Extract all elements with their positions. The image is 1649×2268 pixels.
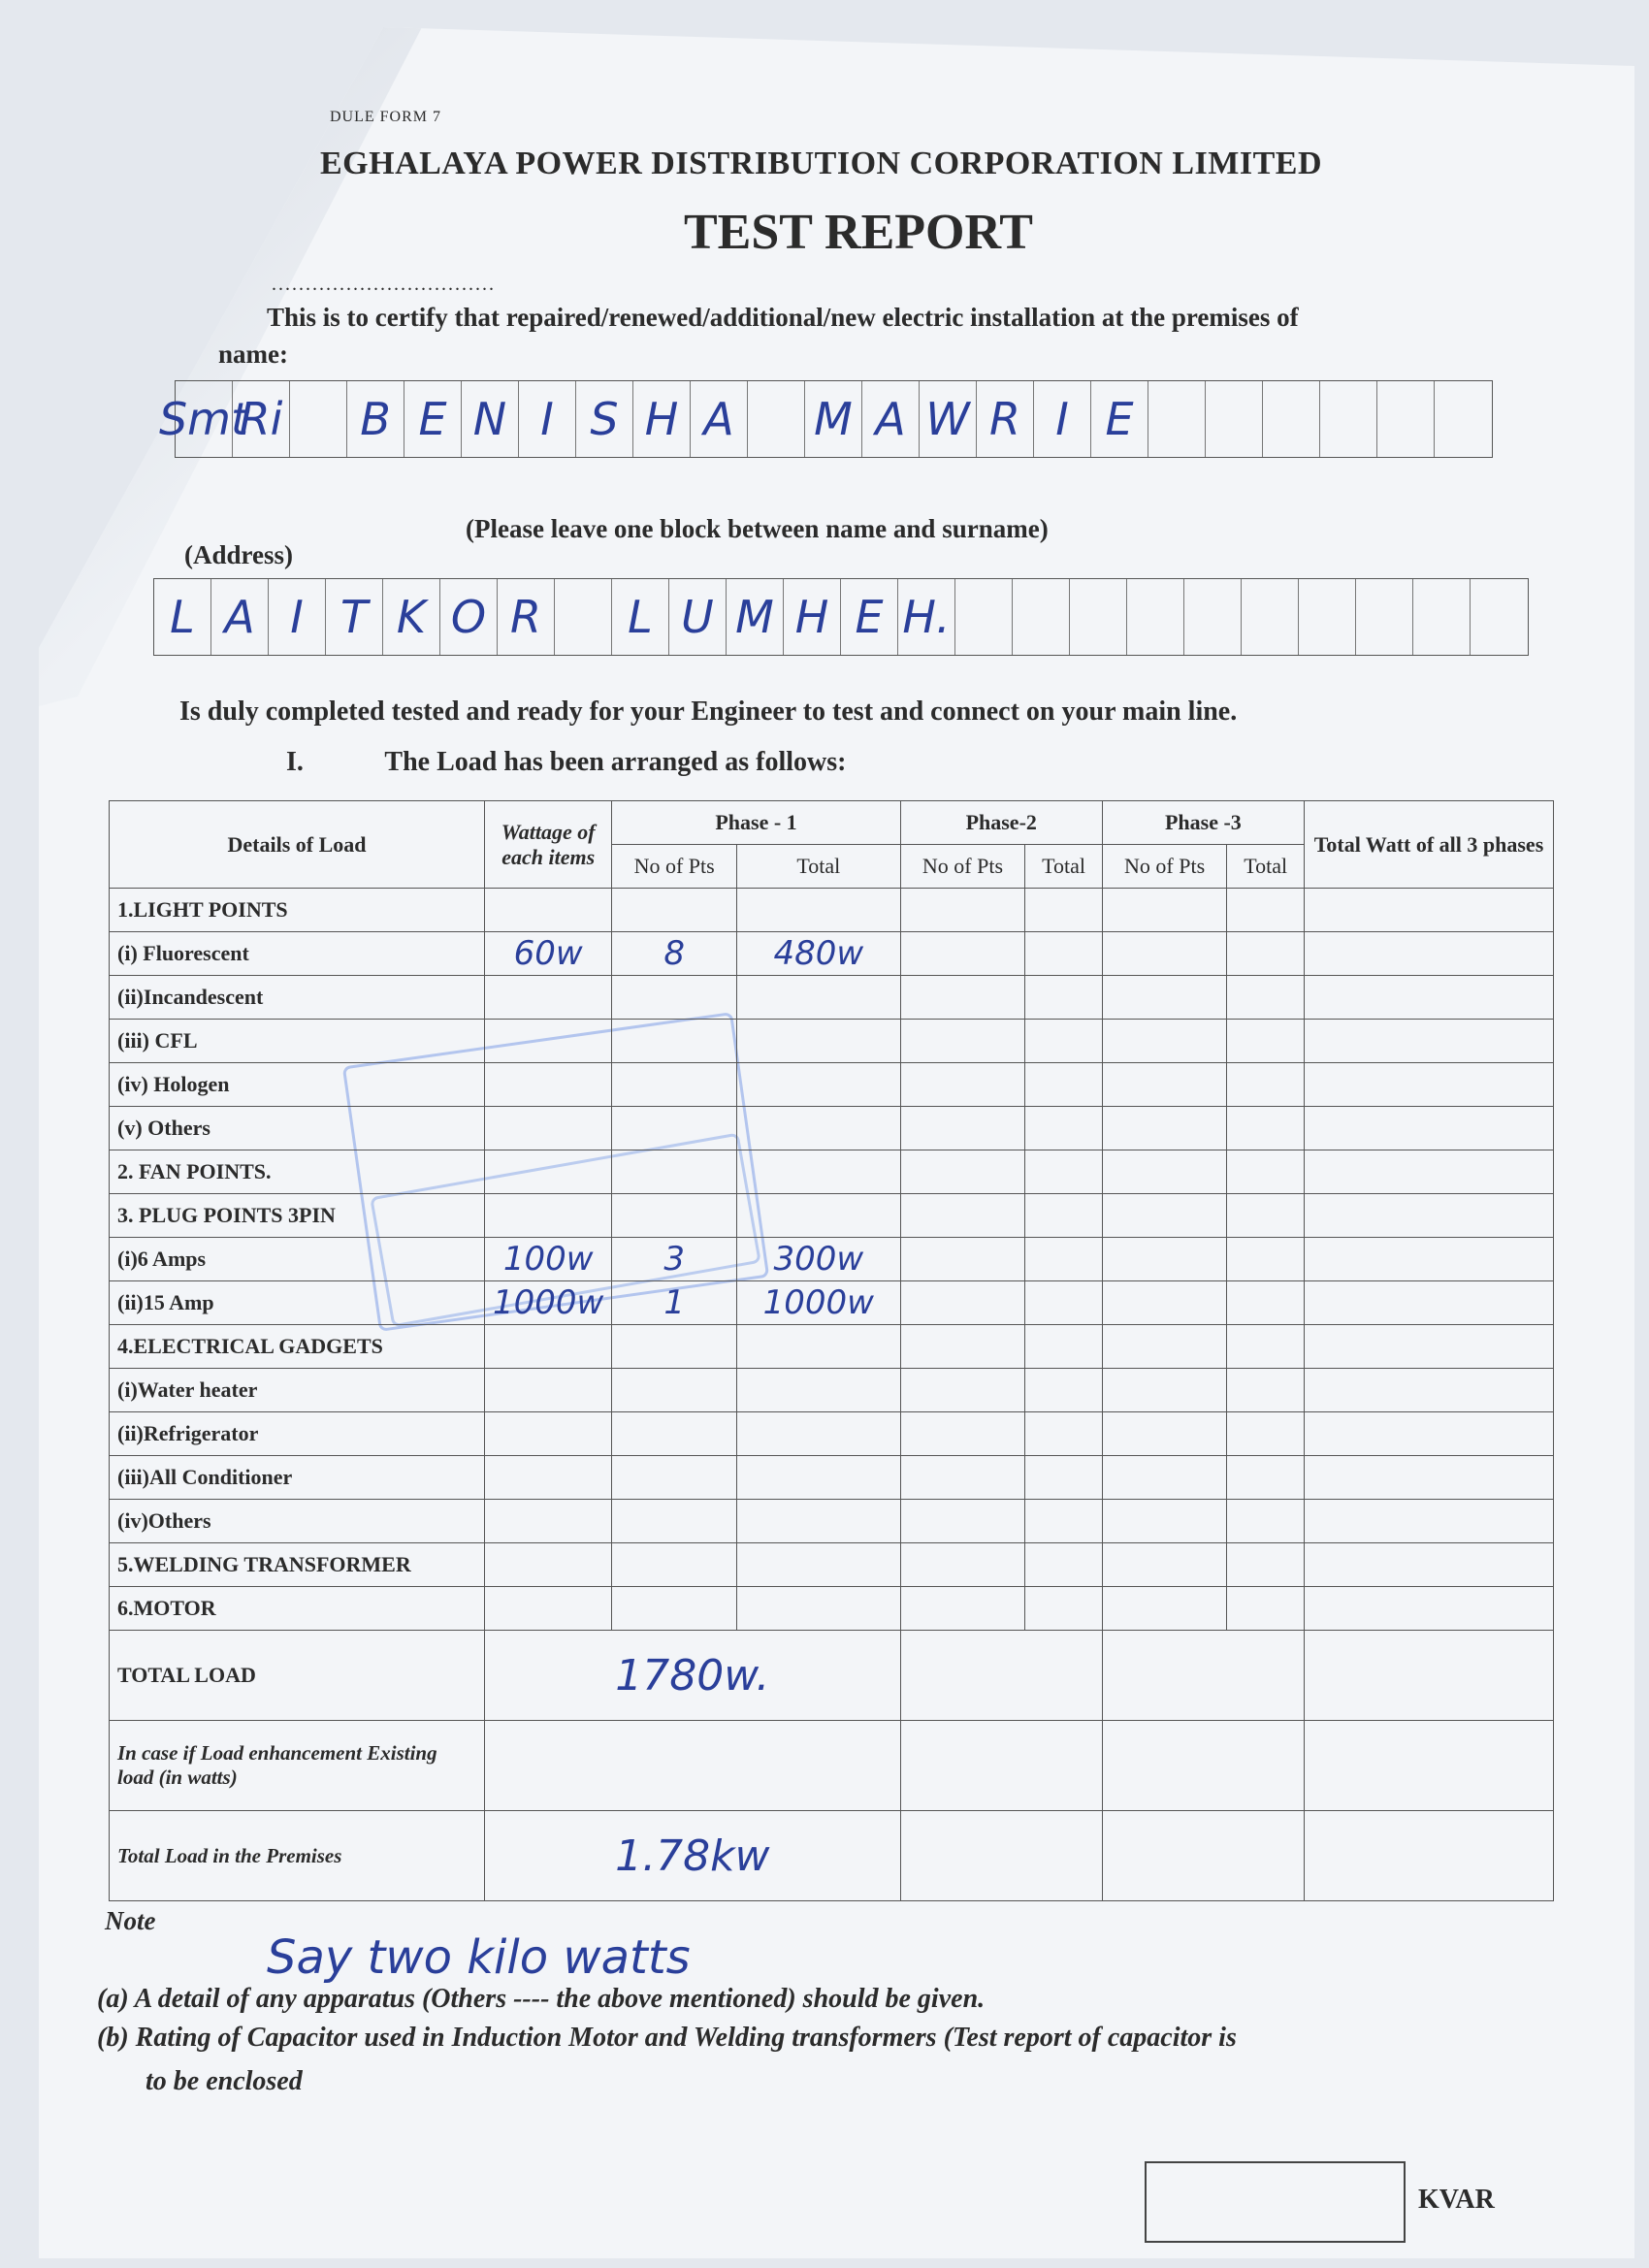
name-box-0[interactable]: Smt	[176, 381, 233, 457]
enhancement-label: In case if Load enhancement Existing load (in watts)	[110, 1721, 485, 1811]
handwritten-note: Say two kilo watts	[267, 1930, 691, 1985]
row-wattage[interactable]	[485, 1543, 612, 1587]
row-p3-pts[interactable]	[1102, 1412, 1227, 1456]
row-wattage[interactable]	[485, 976, 612, 1020]
row-label: 1.LIGHT POINTS	[110, 889, 485, 932]
row-total-all[interactable]	[1305, 1369, 1554, 1412]
name-box-8[interactable]: H	[633, 381, 691, 457]
row-total-all[interactable]	[1305, 1587, 1554, 1631]
load-row	[110, 1369, 1554, 1412]
row-p3-pts[interactable]	[1102, 1107, 1227, 1150]
p3-total: Total	[1227, 845, 1305, 889]
row-total-all[interactable]	[1305, 1238, 1554, 1281]
row-p1-pts[interactable]: 1	[612, 1281, 737, 1325]
row-p2-total[interactable]	[1025, 1456, 1103, 1500]
row-wattage[interactable]	[485, 1412, 612, 1456]
row-label: 6.MOTOR	[110, 1587, 485, 1631]
row-p3-pts[interactable]	[1102, 1238, 1227, 1281]
load-row	[110, 1063, 1554, 1107]
premises-p3	[1102, 1811, 1304, 1901]
row-p1-total[interactable]	[736, 1412, 900, 1456]
row-p2-pts[interactable]	[900, 1150, 1025, 1194]
row-p3-pts[interactable]	[1102, 1150, 1227, 1194]
row-p1-pts[interactable]	[612, 1543, 737, 1587]
row-label: 4.ELECTRICAL GADGETS	[110, 1325, 485, 1369]
row-total-all[interactable]	[1305, 1194, 1554, 1238]
address-box-3[interactable]: T	[326, 579, 383, 655]
row-p1-total[interactable]	[736, 1107, 900, 1150]
row-total-all[interactable]	[1305, 1456, 1554, 1500]
row-p1-pts[interactable]	[612, 1150, 737, 1194]
address-box-21[interactable]	[1356, 579, 1413, 655]
row-p1-pts[interactable]	[612, 1194, 737, 1238]
row-p2-total[interactable]	[1025, 1150, 1103, 1194]
row-p2-pts[interactable]	[900, 1456, 1025, 1500]
row-total-all[interactable]	[1305, 1412, 1554, 1456]
row-p2-total[interactable]	[1025, 1020, 1103, 1063]
address-box-14[interactable]	[955, 579, 1013, 655]
row-p1-pts[interactable]	[612, 1020, 737, 1063]
kvar-label: KVAR	[1418, 2185, 1495, 2215]
load-row	[110, 1500, 1554, 1543]
row-wattage[interactable]	[485, 1063, 612, 1107]
address-box-17[interactable]	[1127, 579, 1184, 655]
row-label: (ii)Incandescent	[110, 976, 485, 1020]
row-p1-pts[interactable]	[612, 1063, 737, 1107]
name-box-17[interactable]	[1148, 381, 1206, 457]
row-p1-pts[interactable]	[612, 1369, 737, 1412]
row-wattage[interactable]	[485, 1500, 612, 1543]
enhancement-all	[1305, 1721, 1554, 1811]
report-title: TEST REPORT	[684, 205, 1033, 260]
row-p2-total[interactable]	[1025, 1543, 1103, 1587]
row-p2-pts[interactable]	[900, 1020, 1025, 1063]
row-p3-total[interactable]	[1227, 1456, 1305, 1500]
name-box-2[interactable]	[290, 381, 347, 457]
row-p1-pts[interactable]	[612, 1412, 737, 1456]
row-p3-total[interactable]	[1227, 1150, 1305, 1194]
total-load-p3	[1102, 1631, 1304, 1721]
total-load-label: TOTAL LOAD	[110, 1631, 485, 1721]
row-p3-total[interactable]	[1227, 1543, 1305, 1587]
row-p1-total[interactable]	[736, 1587, 900, 1631]
name-box-15[interactable]: I	[1034, 381, 1091, 457]
row-p2-pts[interactable]	[900, 1063, 1025, 1107]
row-p3-pts[interactable]	[1102, 1194, 1227, 1238]
row-p2-total[interactable]	[1025, 1107, 1103, 1150]
certify-text: This is to certify that repaired/renewed/additional/new electric installation at the premises of	[267, 303, 1299, 332]
name-box-13[interactable]: W	[920, 381, 977, 457]
row-label: (v) Others	[110, 1107, 485, 1150]
row-total-all[interactable]	[1305, 1020, 1554, 1063]
row-total-all[interactable]	[1305, 1063, 1554, 1107]
row-p3-total[interactable]	[1227, 1281, 1305, 1325]
row-p3-pts[interactable]	[1102, 932, 1227, 976]
row-p1-total[interactable]	[736, 1150, 900, 1194]
address-boxes[interactable]	[153, 578, 1529, 656]
address-box-16[interactable]	[1070, 579, 1127, 655]
row-p2-pts[interactable]	[900, 1281, 1025, 1325]
name-box-11[interactable]: M	[805, 381, 862, 457]
load-row	[110, 1107, 1554, 1150]
row-total-all[interactable]	[1305, 889, 1554, 932]
row-wattage[interactable]	[485, 1369, 612, 1412]
col-wattage: Wattage of each items	[485, 801, 612, 889]
address-box-13[interactable]: H.	[898, 579, 955, 655]
kvar-input-box[interactable]	[1145, 2161, 1406, 2243]
row-label: 5.WELDING TRANSFORMER	[110, 1543, 485, 1587]
row-p2-total[interactable]	[1025, 889, 1103, 932]
row-p3-total[interactable]	[1227, 1063, 1305, 1107]
address-box-10[interactable]: M	[727, 579, 784, 655]
row-label: (i)6 Amps	[110, 1238, 485, 1281]
row-p3-total[interactable]	[1227, 1107, 1305, 1150]
row-label: (iii) CFL	[110, 1020, 485, 1063]
name-boxes[interactable]	[158, 380, 1493, 458]
name-hint: (Please leave one block between name and surname)	[466, 514, 1049, 543]
load-row	[110, 1020, 1554, 1063]
row-p1-total[interactable]	[736, 1500, 900, 1543]
row-p2-pts[interactable]	[900, 1238, 1025, 1281]
row-p2-total[interactable]	[1025, 1063, 1103, 1107]
load-heading	[286, 747, 846, 778]
row-wattage[interactable]	[485, 1020, 612, 1063]
row-p1-total[interactable]: 480w	[736, 932, 900, 976]
p3-pts: No of Pts	[1102, 845, 1227, 889]
col-details: Details of Load	[110, 801, 485, 889]
row-p3-pts[interactable]	[1102, 1456, 1227, 1500]
row-p3-pts[interactable]	[1102, 889, 1227, 932]
load-row	[110, 932, 1554, 976]
row-label: (i) Fluorescent	[110, 932, 485, 976]
load-row	[110, 1456, 1554, 1500]
row-p1-pts[interactable]	[612, 1107, 737, 1150]
row-label: (ii)Refrigerator	[110, 1412, 485, 1456]
row-p1-pts[interactable]: 3	[612, 1238, 737, 1281]
load-row	[110, 1194, 1554, 1238]
row-p2-pts[interactable]	[900, 1500, 1025, 1543]
row-p1-total[interactable]	[736, 1543, 900, 1587]
address-box-1[interactable]: A	[211, 579, 269, 655]
name-box-21[interactable]	[1377, 381, 1435, 457]
row-p3-pts[interactable]	[1102, 1020, 1227, 1063]
row-p2-pts[interactable]	[900, 976, 1025, 1020]
row-p3-pts[interactable]	[1102, 1543, 1227, 1587]
dotted-line: .................................	[272, 274, 496, 295]
name-box-9[interactable]: A	[691, 381, 748, 457]
premises-value[interactable]: 1.78kw	[485, 1811, 901, 1901]
row-wattage[interactable]	[485, 1587, 612, 1631]
name-box-5[interactable]: N	[462, 381, 519, 457]
load-heading-num: I.	[286, 747, 304, 777]
p2-total: Total	[1025, 845, 1103, 889]
enhancement-p3	[1102, 1721, 1304, 1811]
name-box-19[interactable]	[1263, 381, 1320, 457]
note-b: (b) Rating of Capacitor used in Induction Motor and Welding transformers (Test report of capacitor is	[97, 2023, 1237, 2053]
row-total-all[interactable]	[1305, 932, 1554, 976]
row-p3-total[interactable]	[1227, 976, 1305, 1020]
address-box-11[interactable]: H	[784, 579, 841, 655]
row-p1-total[interactable]	[736, 1369, 900, 1412]
name-box-6[interactable]: I	[519, 381, 576, 457]
row-p1-total[interactable]	[736, 889, 900, 932]
name-box-12[interactable]: A	[862, 381, 920, 457]
row-total-all[interactable]	[1305, 1543, 1554, 1587]
address-box-23[interactable]	[1471, 579, 1528, 655]
row-wattage[interactable]	[485, 1150, 612, 1194]
name-box-16[interactable]: E	[1091, 381, 1148, 457]
row-p1-total[interactable]	[736, 1325, 900, 1369]
p1-pts: No of Pts	[612, 845, 737, 889]
row-p1-pts[interactable]	[612, 1456, 737, 1500]
row-wattage[interactable]	[485, 889, 612, 932]
row-total-all[interactable]	[1305, 976, 1554, 1020]
row-p2-total[interactable]	[1025, 1325, 1103, 1369]
row-p3-total[interactable]	[1227, 1238, 1305, 1281]
row-p3-pts[interactable]	[1102, 1369, 1227, 1412]
row-total-all[interactable]	[1305, 1500, 1554, 1543]
row-p3-total[interactable]	[1227, 932, 1305, 976]
row-total-all[interactable]	[1305, 1150, 1554, 1194]
load-row	[110, 1412, 1554, 1456]
row-p2-pts[interactable]	[900, 1543, 1025, 1587]
row-p2-total[interactable]	[1025, 1500, 1103, 1543]
load-row	[110, 1281, 1554, 1325]
row-p1-pts[interactable]	[612, 976, 737, 1020]
row-wattage[interactable]	[485, 1194, 612, 1238]
row-p2-pts[interactable]	[900, 1587, 1025, 1631]
row-p2-pts[interactable]	[900, 1412, 1025, 1456]
form-number: DULE FORM 7	[330, 109, 442, 125]
p2-pts: No of Pts	[900, 845, 1025, 889]
row-p2-pts[interactable]	[900, 1194, 1025, 1238]
note-label: Note	[105, 1906, 156, 1935]
total-load-value[interactable]: 1780w.	[485, 1631, 901, 1721]
row-p3-total[interactable]	[1227, 889, 1305, 932]
row-p2-pts[interactable]	[900, 889, 1025, 932]
load-heading-text: The Load has been arranged as follows:	[384, 747, 847, 777]
row-p2-total[interactable]	[1025, 976, 1103, 1020]
load-row	[110, 1325, 1554, 1369]
enhancement-value[interactable]	[485, 1721, 901, 1811]
row-p2-total[interactable]	[1025, 1194, 1103, 1238]
row-p3-total[interactable]	[1227, 1369, 1305, 1412]
name-label: name:	[218, 340, 288, 369]
address-box-20[interactable]	[1299, 579, 1356, 655]
row-p3-total[interactable]	[1227, 1020, 1305, 1063]
name-box-14[interactable]: R	[977, 381, 1034, 457]
row-total-all[interactable]	[1305, 1107, 1554, 1150]
row-p3-pts[interactable]	[1102, 1063, 1227, 1107]
row-wattage[interactable]: 100w	[485, 1238, 612, 1281]
load-row	[110, 976, 1554, 1020]
row-wattage[interactable]	[485, 1107, 612, 1150]
row-p3-pts[interactable]	[1102, 1500, 1227, 1543]
row-p3-total[interactable]	[1227, 1500, 1305, 1543]
row-p2-total[interactable]	[1025, 1281, 1103, 1325]
row-p1-total[interactable]: 300w	[736, 1238, 900, 1281]
row-p1-total[interactable]	[736, 1194, 900, 1238]
col-phase1: Phase - 1	[612, 801, 900, 845]
load-table	[109, 800, 1554, 1901]
row-label: (ii)15 Amp	[110, 1281, 485, 1325]
address-box-22[interactable]	[1413, 579, 1471, 655]
enhancement-p2	[900, 1721, 1102, 1811]
row-p3-pts[interactable]	[1102, 1587, 1227, 1631]
name-box-22[interactable]	[1435, 381, 1492, 457]
row-wattage[interactable]	[485, 1325, 612, 1369]
row-p2-total[interactable]	[1025, 1238, 1103, 1281]
address-box-18[interactable]	[1184, 579, 1242, 655]
row-p1-total[interactable]	[736, 976, 900, 1020]
name-box-20[interactable]	[1320, 381, 1377, 457]
row-label: (iii)All Conditioner	[110, 1456, 485, 1500]
row-p1-total[interactable]	[736, 1020, 900, 1063]
address-box-6[interactable]: R	[498, 579, 555, 655]
row-wattage[interactable]	[485, 1456, 612, 1500]
address-box-2[interactable]: I	[269, 579, 326, 655]
name-box-4[interactable]: E	[404, 381, 462, 457]
row-p3-total[interactable]	[1227, 1194, 1305, 1238]
row-label: 3. PLUG POINTS 3PIN	[110, 1194, 485, 1238]
address-box-0[interactable]: L	[154, 579, 211, 655]
note-b-continued: to be enclosed	[146, 2066, 303, 2096]
name-box-1[interactable]: Ri	[233, 381, 290, 457]
load-row	[110, 1543, 1554, 1587]
row-p2-total[interactable]	[1025, 1412, 1103, 1456]
row-p3-pts[interactable]	[1102, 976, 1227, 1020]
row-p1-total[interactable]: 1000w	[736, 1281, 900, 1325]
address-box-15[interactable]	[1013, 579, 1070, 655]
name-box-7[interactable]: S	[576, 381, 633, 457]
row-label: (iv)Others	[110, 1500, 485, 1543]
row-p1-pts[interactable]	[612, 1500, 737, 1543]
load-row	[110, 1238, 1554, 1281]
address-box-7[interactable]	[555, 579, 612, 655]
duly-text: Is duly completed tested and ready for your Engineer to test and connect on your main line.	[179, 697, 1238, 727]
row-p3-total[interactable]	[1227, 1587, 1305, 1631]
row-p3-total[interactable]	[1227, 1412, 1305, 1456]
row-wattage[interactable]: 1000w	[485, 1281, 612, 1325]
row-p2-pts[interactable]	[900, 1369, 1025, 1412]
row-p3-pts[interactable]	[1102, 1325, 1227, 1369]
row-total-all[interactable]	[1305, 1325, 1554, 1369]
row-p1-pts[interactable]	[612, 1325, 737, 1369]
name-box-3[interactable]: B	[347, 381, 404, 457]
premises-p2	[900, 1811, 1102, 1901]
row-p1-pts[interactable]	[612, 1587, 737, 1631]
row-p2-pts[interactable]	[900, 932, 1025, 976]
name-box-10[interactable]	[748, 381, 805, 457]
p1-total: Total	[736, 845, 900, 889]
name-box-18[interactable]	[1206, 381, 1263, 457]
load-row	[110, 1587, 1554, 1631]
address-label: (Address)	[184, 540, 294, 569]
col-phase2: Phase-2	[900, 801, 1102, 845]
row-p2-total[interactable]	[1025, 932, 1103, 976]
row-label: 2. FAN POINTS.	[110, 1150, 485, 1194]
address-box-19[interactable]	[1242, 579, 1299, 655]
row-p2-pts[interactable]	[900, 1325, 1025, 1369]
row-p1-total[interactable]	[736, 1456, 900, 1500]
premises-all	[1305, 1811, 1554, 1901]
col-phase3: Phase -3	[1102, 801, 1304, 845]
row-p1-pts[interactable]	[612, 889, 737, 932]
row-p2-total[interactable]	[1025, 1369, 1103, 1412]
row-wattage[interactable]: 60w	[485, 932, 612, 976]
load-row	[110, 889, 1554, 932]
load-row	[110, 1150, 1554, 1194]
row-p3-pts[interactable]	[1102, 1281, 1227, 1325]
total-load-all	[1305, 1631, 1554, 1721]
total-load-p2	[900, 1631, 1102, 1721]
corporation-name: EGHALAYA POWER DISTRIBUTION CORPORATION LIMITED	[320, 146, 1322, 181]
address-box-12[interactable]: E	[841, 579, 898, 655]
row-p2-pts[interactable]	[900, 1107, 1025, 1150]
row-p1-total[interactable]	[736, 1063, 900, 1107]
row-total-all[interactable]	[1305, 1281, 1554, 1325]
premises-label: Total Load in the Premises	[110, 1811, 485, 1901]
row-label: (i)Water heater	[110, 1369, 485, 1412]
row-p3-total[interactable]	[1227, 1325, 1305, 1369]
row-p1-pts[interactable]: 8	[612, 932, 737, 976]
col-total-all: Total Watt of all 3 phases	[1305, 801, 1554, 889]
note-a: (a) A detail of any apparatus (Others ---- the above mentioned) should be given.	[97, 1984, 986, 2014]
address-box-8[interactable]: L	[612, 579, 669, 655]
row-p2-total[interactable]	[1025, 1587, 1103, 1631]
address-box-4[interactable]: K	[383, 579, 440, 655]
address-box-5[interactable]: O	[440, 579, 498, 655]
row-label: (iv) Hologen	[110, 1063, 485, 1107]
address-box-9[interactable]: U	[669, 579, 727, 655]
